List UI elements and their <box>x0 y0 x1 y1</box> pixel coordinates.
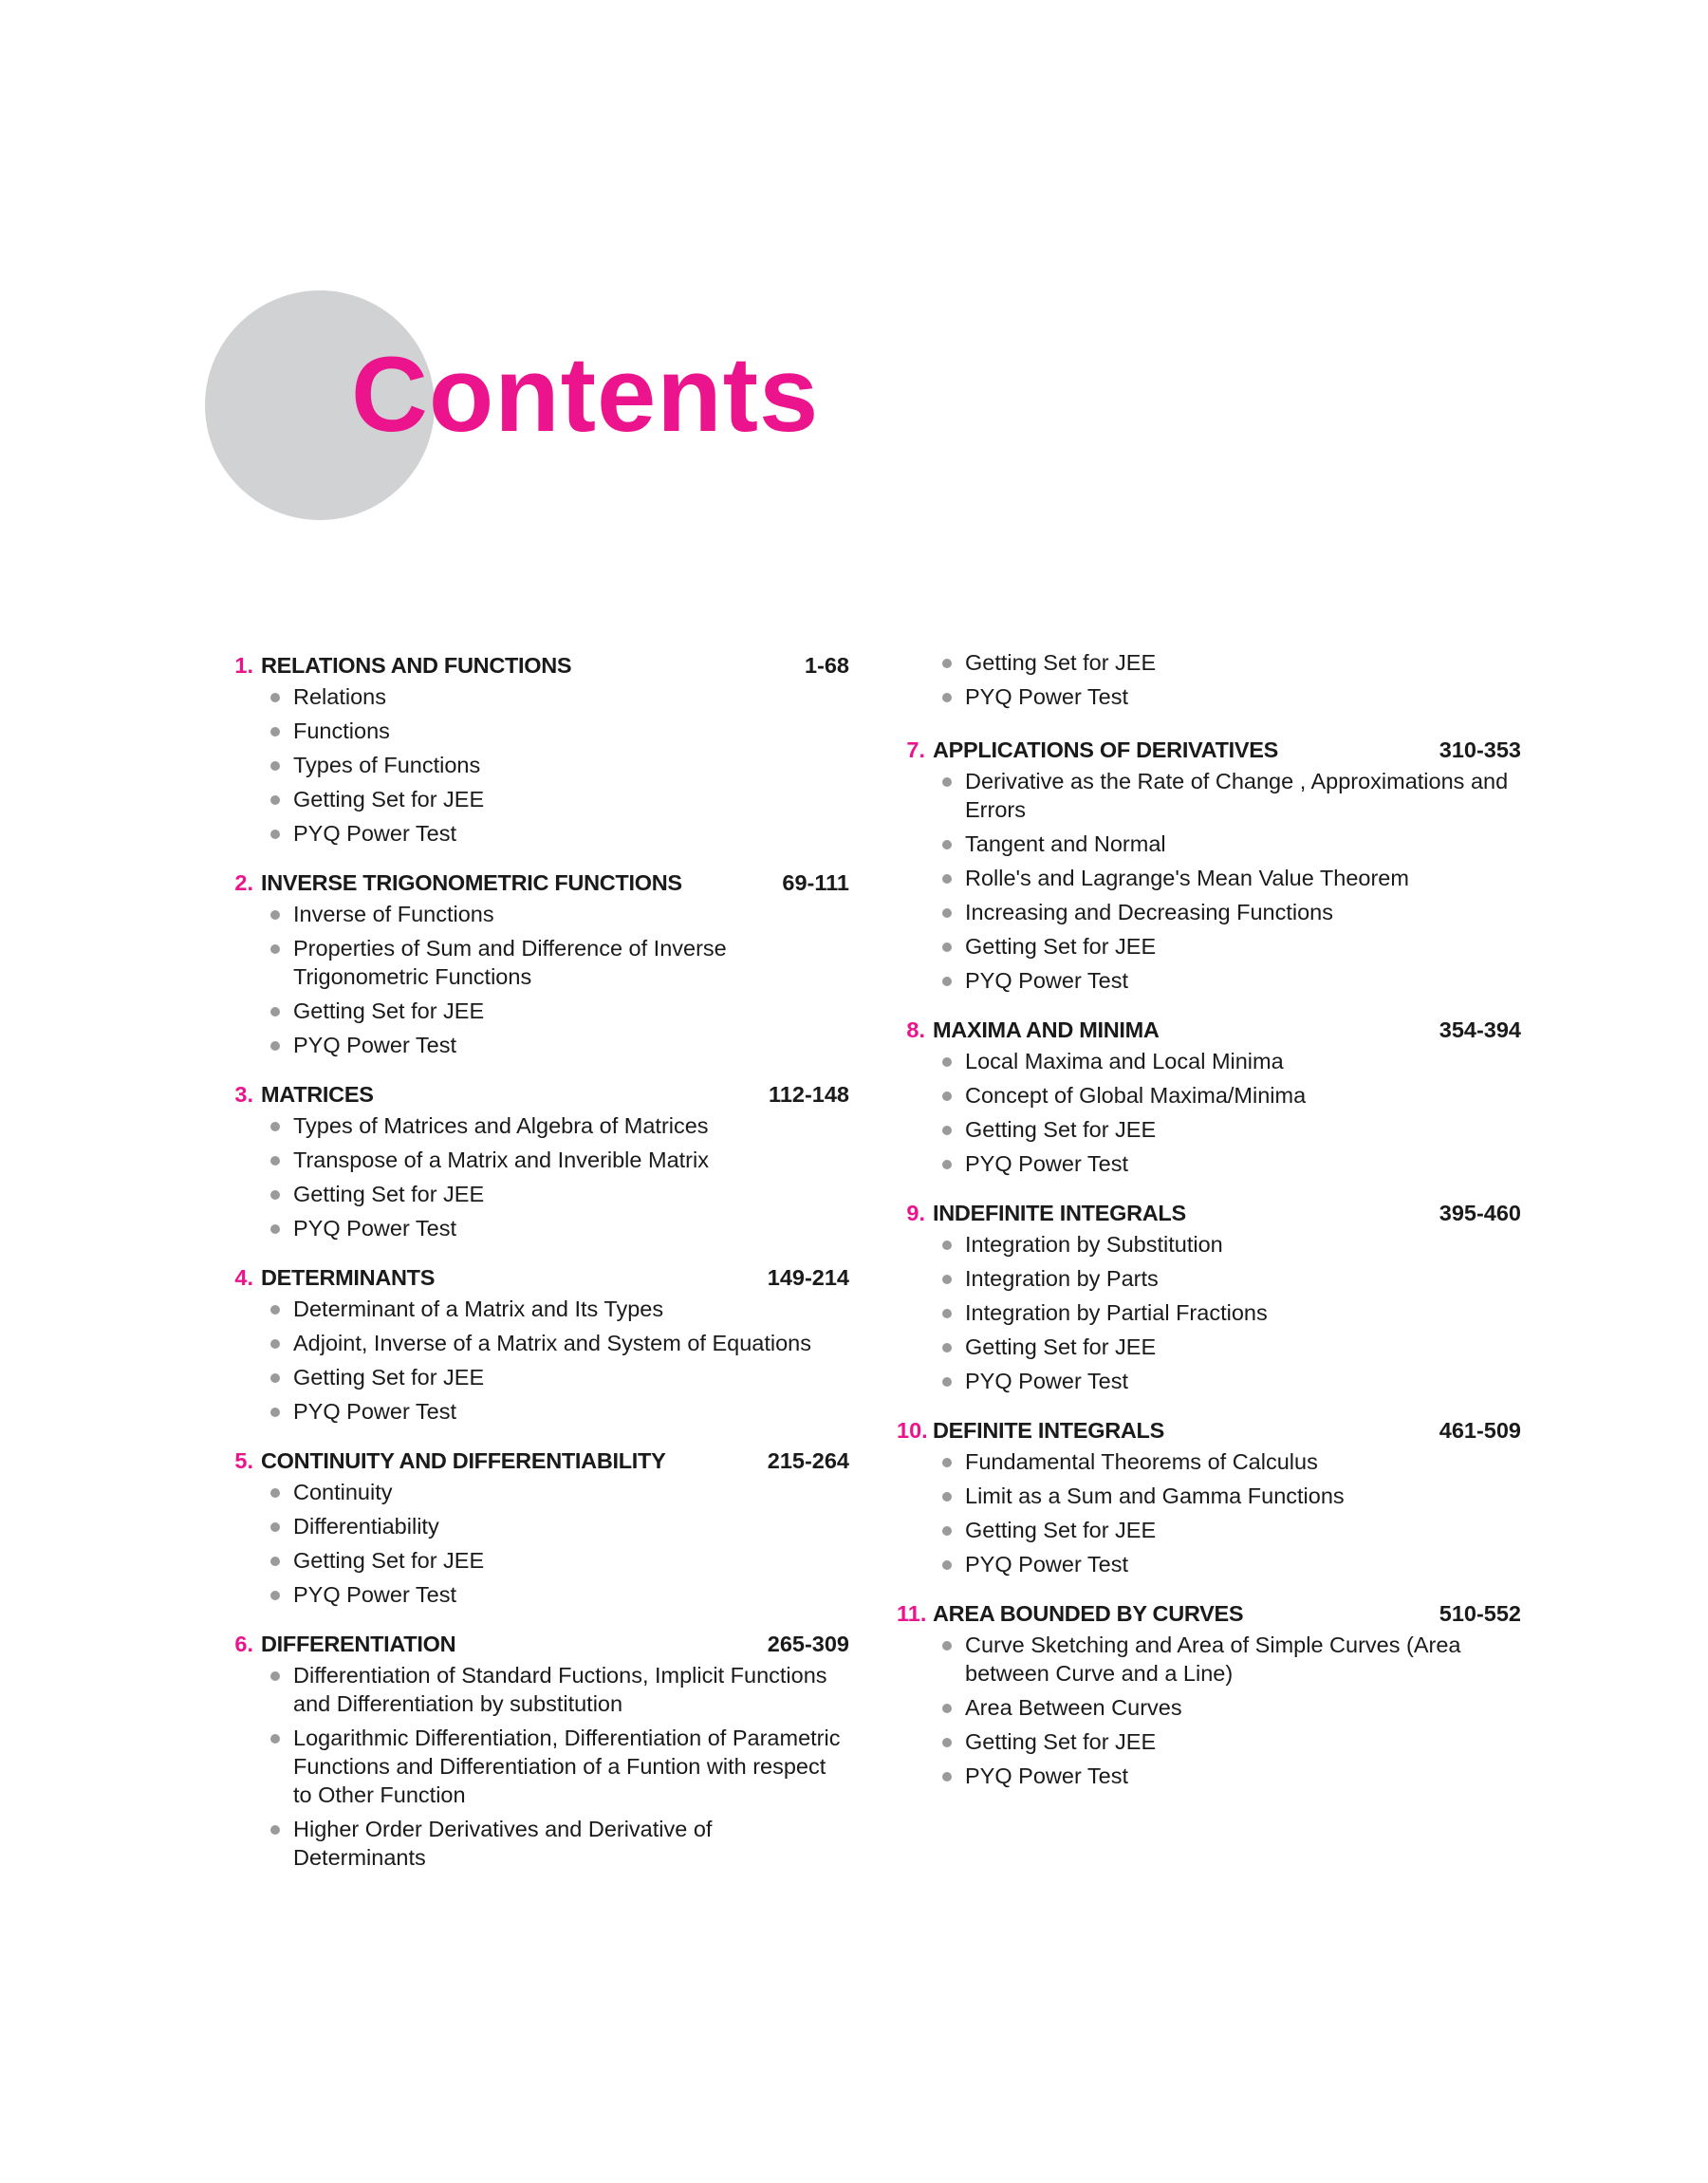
topic-item: Adjoint, Inverse of a Matrix and System of Equations <box>269 1329 849 1357</box>
chapter-entry <box>897 1596 1521 1790</box>
topic-item: Integration by Partial Fractions <box>940 1298 1521 1327</box>
chapter-heading <box>904 1196 1521 1230</box>
topic-item: PYQ Power Test <box>269 1397 849 1426</box>
chapter-page-range: 461-509 <box>1439 1418 1521 1443</box>
topic-list <box>904 1047 1521 1178</box>
topic-list <box>904 767 1521 995</box>
chapter-entry <box>232 866 849 1059</box>
topic-item: PYQ Power Test <box>940 966 1521 995</box>
topic-item: Curve Sketching and Area of Simple Curves (Area between Curve and a Line) <box>940 1631 1521 1688</box>
topic-item: Determinant of a Matrix and Its Types <box>269 1295 849 1323</box>
chapter-entry <box>232 648 849 848</box>
topic-item: Inverse of Functions <box>269 900 849 928</box>
topic-item: Types of Functions <box>269 751 849 779</box>
chapter-number: 7. <box>906 737 925 762</box>
chapter-number: 8. <box>906 1017 925 1042</box>
chapter-heading <box>232 648 849 682</box>
topic-list <box>232 900 849 1059</box>
chapter-entry <box>232 1260 849 1426</box>
topic-item: Tangent and Normal <box>940 830 1521 858</box>
contents-column-left <box>232 648 849 1890</box>
topic-item: Types of Matrices and Algebra of Matrices <box>269 1111 849 1140</box>
topic-item: Transpose of a Matrix and Inverible Matrix <box>269 1146 849 1174</box>
chapter-page-range: 215-264 <box>767 1448 849 1473</box>
topic-item: Getting Set for JEE <box>940 648 1521 677</box>
continued-topic-list <box>904 648 1521 711</box>
chapter-number: 11. <box>897 1601 927 1626</box>
topic-item: Getting Set for JEE <box>269 1546 849 1575</box>
chapter-heading <box>897 1596 1521 1631</box>
chapter-heading <box>232 1444 849 1478</box>
topic-item: Getting Set for JEE <box>940 932 1521 961</box>
chapter-page-range: 69-111 <box>782 870 849 895</box>
chapter-title: AREA BOUNDED BY CURVES <box>933 1601 1244 1626</box>
chapter-heading <box>232 1077 849 1111</box>
topic-item: Integration by Substitution <box>940 1230 1521 1259</box>
topic-item: Concept of Global Maxima/Minima <box>940 1081 1521 1110</box>
chapter-page-range: 265-309 <box>767 1632 849 1656</box>
topic-item: Rolle's and Lagrange's Mean Value Theorem <box>940 864 1521 892</box>
chapter-entry <box>897 1413 1521 1578</box>
chapter-heading <box>897 1413 1521 1447</box>
chapter-number: 10. <box>897 1418 928 1443</box>
topic-list <box>232 1295 849 1426</box>
chapter-entry <box>232 1077 849 1242</box>
topic-list <box>232 1478 849 1609</box>
topic-item: PYQ Power Test <box>269 819 849 848</box>
topic-item: PYQ Power Test <box>940 1550 1521 1578</box>
chapter-entry <box>232 1627 849 1872</box>
chapter-title: APPLICATIONS OF DERIVATIVES <box>933 737 1279 762</box>
chapter-heading <box>232 866 849 900</box>
chapter-page-range: 112-148 <box>769 1082 849 1107</box>
topic-item: Continuity <box>269 1478 849 1506</box>
topic-item: Relations <box>269 682 849 711</box>
topic-item: Getting Set for JEE <box>269 1363 849 1391</box>
topic-item: Getting Set for JEE <box>940 1115 1521 1144</box>
topic-item: Local Maxima and Local Minima <box>940 1047 1521 1075</box>
chapter-title: DEFINITE INTEGRALS <box>933 1418 1164 1443</box>
topic-item: PYQ Power Test <box>269 1031 849 1059</box>
chapter-number: 4. <box>234 1265 253 1290</box>
page-title: Contents <box>351 335 820 454</box>
topic-list <box>232 682 849 848</box>
topic-item: Properties of Sum and Difference of Inverse Trigonometric Functions <box>269 934 849 991</box>
topic-list <box>904 1631 1521 1790</box>
topic-item: Getting Set for JEE <box>940 1727 1521 1756</box>
topic-item: PYQ Power Test <box>269 1580 849 1609</box>
topic-list <box>904 1230 1521 1395</box>
topic-item: Limit as a Sum and Gamma Functions <box>940 1482 1521 1510</box>
topic-item: Integration by Parts <box>940 1264 1521 1293</box>
topic-item: Getting Set for JEE <box>940 1333 1521 1361</box>
topic-item: Getting Set for JEE <box>269 997 849 1025</box>
chapter-entry <box>904 733 1521 995</box>
topic-item: PYQ Power Test <box>269 1214 849 1242</box>
topic-item: Area Between Curves <box>940 1693 1521 1722</box>
topic-item: PYQ Power Test <box>940 1762 1521 1790</box>
topic-item: Logarithmic Differentiation, Differentiation of Parametric Functions and Differentiation of a Funtion with respect to Other Function <box>269 1724 849 1809</box>
topic-item: Increasing and Decreasing Functions <box>940 898 1521 926</box>
chapter-page-range: 149-214 <box>767 1265 849 1290</box>
topic-item: PYQ Power Test <box>940 1149 1521 1178</box>
chapter-entry <box>904 1196 1521 1395</box>
chapter-title: RELATIONS AND FUNCTIONS <box>261 653 572 678</box>
topic-item: Fundamental Theorems of Calculus <box>940 1447 1521 1476</box>
chapter-number: 6. <box>234 1632 253 1656</box>
topic-list <box>232 1111 849 1242</box>
chapter-number: 1. <box>234 653 253 678</box>
topic-item: Derivative as the Rate of Change , Approximations and Errors <box>940 767 1521 824</box>
chapter-number: 2. <box>234 870 253 895</box>
chapter-title: INVERSE TRIGONOMETRIC FUNCTIONS <box>261 870 682 895</box>
topic-item: Higher Order Derivatives and Derivative of Determinants <box>269 1815 849 1872</box>
topic-item: Functions <box>269 717 849 745</box>
chapter-page-range: 354-394 <box>1439 1017 1521 1042</box>
chapter-entry <box>232 1444 849 1609</box>
chapter-heading <box>904 733 1521 767</box>
topic-item: Getting Set for JEE <box>940 1516 1521 1544</box>
topic-item: Getting Set for JEE <box>269 1180 849 1208</box>
chapter-page-range: 510-552 <box>1439 1601 1521 1626</box>
topic-list <box>232 1661 849 1872</box>
chapter-page-range: 395-460 <box>1439 1201 1521 1225</box>
chapter-title: MATRICES <box>261 1082 374 1107</box>
chapter-number: 9. <box>906 1201 925 1225</box>
topic-list <box>904 1447 1521 1578</box>
chapter-page-range: 310-353 <box>1439 737 1521 762</box>
chapter-title: INDEFINITE INTEGRALS <box>933 1201 1186 1225</box>
chapter-page-range: 1-68 <box>804 653 849 678</box>
chapter-title: DETERMINANTS <box>261 1265 436 1290</box>
chapter-number: 5. <box>234 1448 253 1473</box>
chapter-title: CONTINUITY AND DIFFERENTIABILITY <box>261 1448 666 1473</box>
chapter-entry <box>904 1013 1521 1178</box>
topic-item: PYQ Power Test <box>940 682 1521 711</box>
chapter-heading <box>232 1260 849 1295</box>
chapter-number: 3. <box>234 1082 253 1107</box>
chapter-title: DIFFERENTIATION <box>261 1632 456 1656</box>
chapter-title: MAXIMA AND MINIMA <box>933 1017 1160 1042</box>
topic-item: PYQ Power Test <box>940 1367 1521 1395</box>
contents-column-right <box>897 648 1521 1808</box>
topic-item: Getting Set for JEE <box>269 785 849 813</box>
topic-item: Differentiation of Standard Fuctions, Implicit Functions and Differentiation by substitution <box>269 1661 849 1718</box>
chapter-heading <box>232 1627 849 1661</box>
topic-item: Differentiability <box>269 1512 849 1540</box>
chapter-heading <box>904 1013 1521 1047</box>
